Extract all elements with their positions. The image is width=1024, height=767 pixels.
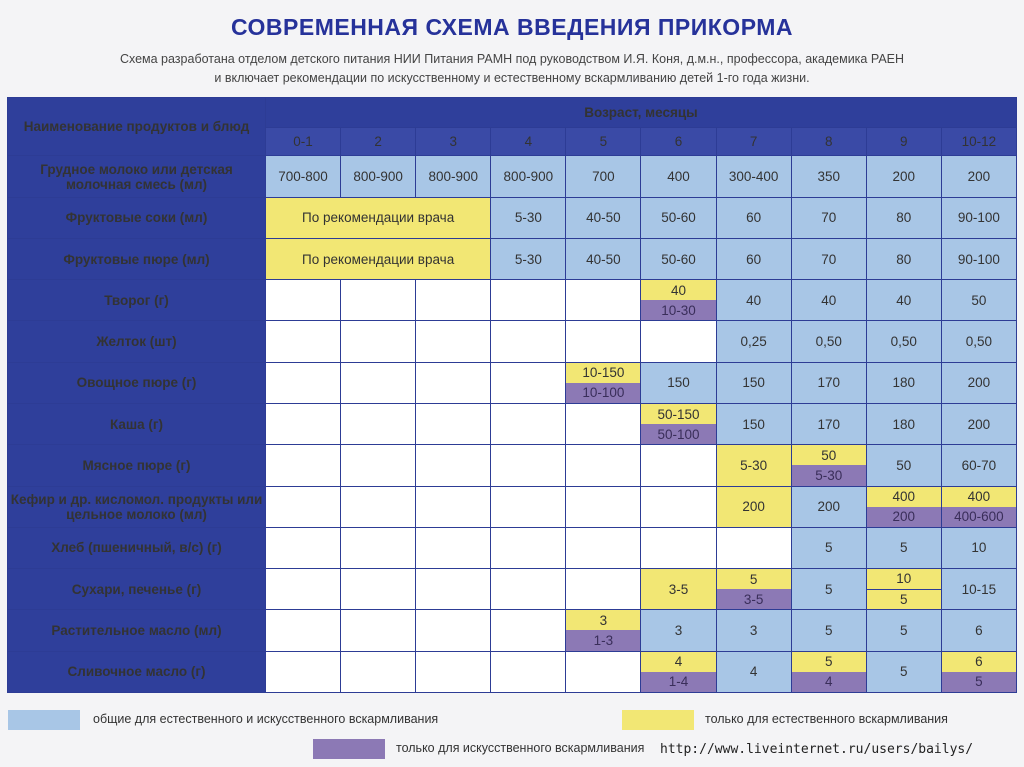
value-cell: 50-60	[641, 238, 716, 279]
legend-swatch-common	[8, 710, 80, 730]
value-cell: 200	[716, 486, 791, 527]
value-cell: 700	[566, 156, 641, 197]
natural-value: 40	[641, 280, 715, 300]
value-cell: 700-800	[266, 156, 341, 197]
value-cell: 70	[791, 238, 866, 279]
empty-cell	[266, 403, 341, 444]
natural-value: 5	[792, 652, 866, 672]
empty-cell	[266, 362, 341, 403]
table-row	[8, 156, 1017, 197]
empty-cell	[416, 651, 491, 692]
value-cell: 800-900	[491, 156, 566, 197]
natural-value: 6	[942, 652, 1016, 672]
value-cell: 350	[791, 156, 866, 197]
value-cell: 800-900	[341, 156, 416, 197]
empty-cell	[416, 527, 491, 568]
natural-value: 50-150	[641, 404, 715, 424]
header-product-name: Наименование продуктов и блюд	[8, 98, 266, 156]
legend-text-common: общие для естественного и искусственного вскармливания	[93, 712, 439, 726]
empty-cell	[566, 280, 641, 321]
empty-cell	[341, 610, 416, 651]
empty-cell	[341, 445, 416, 486]
empty-cell	[641, 321, 716, 362]
value-cell: 150	[716, 362, 791, 403]
empty-cell	[566, 403, 641, 444]
natural-value: 4	[641, 652, 715, 672]
empty-cell	[491, 321, 566, 362]
table-row	[8, 569, 1017, 610]
row-label: Каша (г)	[8, 403, 266, 444]
header-month-5: 6	[641, 128, 716, 156]
natural-value: 50	[792, 445, 866, 465]
split-cell	[791, 651, 866, 692]
value-cell: 200	[941, 362, 1016, 403]
empty-cell	[566, 321, 641, 362]
empty-cell	[416, 486, 491, 527]
header-month-2: 3	[416, 128, 491, 156]
empty-cell	[341, 321, 416, 362]
empty-cell	[416, 445, 491, 486]
value-cell: 200	[866, 156, 941, 197]
value-cell: 60-70	[941, 445, 1016, 486]
value-cell: 0,50	[941, 321, 1016, 362]
split-cell	[866, 486, 941, 527]
split-cell	[641, 280, 716, 321]
header-age-group: Возраст, месяцы	[266, 98, 1017, 128]
table-row	[8, 280, 1017, 321]
empty-cell	[266, 321, 341, 362]
value-cell: 170	[791, 403, 866, 444]
value-cell: 5	[791, 569, 866, 610]
table-row	[8, 610, 1017, 651]
table-row	[8, 321, 1017, 362]
value-cell: По рекомендации врача	[266, 238, 491, 279]
feeding-schedule-table	[7, 97, 1017, 693]
value-cell: 40-50	[566, 197, 641, 238]
empty-cell	[416, 610, 491, 651]
artificial-value: 3-5	[717, 589, 791, 609]
empty-cell	[416, 321, 491, 362]
empty-cell	[491, 610, 566, 651]
value-cell: 50	[866, 445, 941, 486]
row-label: Фруктовые пюре (мл)	[8, 238, 266, 279]
value-cell: 40	[791, 280, 866, 321]
row-label: Хлеб (пшеничный, в/с) (г)	[8, 527, 266, 568]
header-month-7: 8	[791, 128, 866, 156]
natural-value: 3	[566, 610, 640, 630]
natural-value: 400	[942, 487, 1016, 507]
artificial-value: 5-30	[792, 465, 866, 485]
empty-cell	[266, 651, 341, 692]
empty-cell	[491, 280, 566, 321]
natural-value: 400	[867, 487, 941, 507]
value-cell: 10-15	[941, 569, 1016, 610]
value-cell: 150	[716, 403, 791, 444]
artificial-value: 10-100	[566, 383, 640, 403]
value-cell: 50	[941, 280, 1016, 321]
empty-cell	[266, 445, 341, 486]
table-row	[8, 362, 1017, 403]
value-cell: 3-5	[641, 569, 716, 610]
value-cell: 4	[716, 651, 791, 692]
legend-swatch-natural	[622, 710, 694, 730]
empty-cell	[341, 651, 416, 692]
empty-cell	[491, 403, 566, 444]
artificial-value: 10-30	[641, 300, 715, 320]
value-cell: 800-900	[416, 156, 491, 197]
value-cell: По рекомендации врача	[266, 197, 491, 238]
header-month-0: 0-1	[266, 128, 341, 156]
artificial-value: 1-4	[641, 672, 715, 692]
empty-cell	[266, 610, 341, 651]
empty-cell	[641, 486, 716, 527]
value-cell: 400	[641, 156, 716, 197]
artificial-value: 4	[792, 672, 866, 692]
natural-value: 5	[717, 569, 791, 589]
empty-cell	[491, 362, 566, 403]
value-cell: 180	[866, 362, 941, 403]
empty-cell	[641, 527, 716, 568]
split-cell	[566, 610, 641, 651]
empty-cell	[491, 486, 566, 527]
value-cell: 3	[716, 610, 791, 651]
empty-cell	[341, 403, 416, 444]
value-cell: 80	[866, 197, 941, 238]
value-cell: 50-60	[641, 197, 716, 238]
table-row	[8, 486, 1017, 527]
subtitle-line-2: и включает рекомендации по искусственному и естественному вскармливанию детей 1-го года жизни.	[214, 71, 810, 85]
empty-cell	[266, 486, 341, 527]
empty-cell	[266, 280, 341, 321]
empty-cell	[491, 527, 566, 568]
split-cell	[641, 403, 716, 444]
value-cell: 70	[791, 197, 866, 238]
source-url-watermark: http://www.liveinternet.ru/users/bailys/	[660, 742, 974, 757]
empty-cell	[341, 362, 416, 403]
row-label: Творог (г)	[8, 280, 266, 321]
value-cell: 60	[716, 197, 791, 238]
value-cell: 5-30	[716, 445, 791, 486]
value-cell: 5	[866, 610, 941, 651]
value-cell: 10	[941, 527, 1016, 568]
subtitle	[0, 50, 1024, 88]
value-cell: 300-400	[716, 156, 791, 197]
empty-cell	[566, 486, 641, 527]
header-month-9: 10-12	[941, 128, 1016, 156]
empty-cell	[491, 445, 566, 486]
value-cell: 170	[791, 362, 866, 403]
empty-cell	[266, 527, 341, 568]
split-cell	[716, 569, 791, 610]
header-month-8: 9	[866, 128, 941, 156]
value-cell: 5	[791, 610, 866, 651]
artificial-value: 400-600	[942, 507, 1016, 527]
empty-cell	[566, 445, 641, 486]
row-label: Фруктовые соки (мл)	[8, 197, 266, 238]
value-cell: 0,50	[866, 321, 941, 362]
value-cell: 90-100	[941, 238, 1016, 279]
empty-cell	[491, 569, 566, 610]
empty-cell	[266, 569, 341, 610]
empty-cell	[716, 527, 791, 568]
value-cell: 200	[941, 156, 1016, 197]
row-label: Овощное пюре (г)	[8, 362, 266, 403]
header-month-4: 5	[566, 128, 641, 156]
value-cell: 5-30	[491, 238, 566, 279]
value-cell: 0,50	[791, 321, 866, 362]
split-cell	[566, 362, 641, 403]
natural-value: 10	[867, 569, 941, 589]
row-label: Сухари, печенье (г)	[8, 569, 266, 610]
split-cell	[866, 569, 941, 610]
value-cell: 5	[791, 527, 866, 568]
header-month-1: 2	[341, 128, 416, 156]
empty-cell	[341, 280, 416, 321]
empty-cell	[416, 403, 491, 444]
artificial-value: 50-100	[641, 424, 715, 444]
artificial-value: 200	[867, 507, 941, 527]
empty-cell	[416, 280, 491, 321]
table-row	[8, 403, 1017, 444]
row-label: Сливочное масло (г)	[8, 651, 266, 692]
value-cell: 5	[866, 651, 941, 692]
row-label: Грудное молоко или детская молочная смесь (мл)	[8, 156, 266, 197]
value-cell: 80	[866, 238, 941, 279]
page-title: СОВРЕМЕННАЯ СХЕМА ВВЕДЕНИЯ ПРИКОРМА	[230, 14, 794, 40]
empty-cell	[641, 445, 716, 486]
value-cell: 5	[866, 527, 941, 568]
split-cell	[941, 651, 1016, 692]
table-row	[8, 197, 1017, 238]
value-cell: 90-100	[941, 197, 1016, 238]
empty-cell	[566, 527, 641, 568]
empty-cell	[566, 569, 641, 610]
value-cell: 40-50	[566, 238, 641, 279]
legend-text-artificial: только для искусственного вскармливания	[396, 741, 645, 755]
value-cell: 3	[641, 610, 716, 651]
split-cell	[641, 651, 716, 692]
row-label: Растительное масло (мл)	[8, 610, 266, 651]
artificial-value: 1-3	[566, 630, 640, 650]
empty-cell	[341, 527, 416, 568]
empty-cell	[416, 362, 491, 403]
table-row	[8, 445, 1017, 486]
row-label: Кефир и др. кисломол. продукты или цельное молоко (мл)	[8, 486, 266, 527]
table-row	[8, 651, 1017, 692]
value-cell: 6	[941, 610, 1016, 651]
legend-text-natural: только для естественного вскармливания	[705, 712, 948, 726]
artificial-value: 5	[942, 672, 1016, 692]
natural-value: 10-150	[566, 363, 640, 383]
split-cell	[941, 486, 1016, 527]
empty-cell	[416, 569, 491, 610]
value-cell: 200	[791, 486, 866, 527]
table-row	[8, 527, 1017, 568]
header-month-3: 4	[491, 128, 566, 156]
value-cell: 40	[866, 280, 941, 321]
value-cell: 150	[641, 362, 716, 403]
legend-swatch-artificial	[313, 739, 385, 759]
row-label: Мясное пюре (г)	[8, 445, 266, 486]
empty-cell	[341, 486, 416, 527]
value-cell: 200	[941, 403, 1016, 444]
empty-cell	[566, 651, 641, 692]
split-cell	[791, 445, 866, 486]
value-cell: 60	[716, 238, 791, 279]
value-cell: 0,25	[716, 321, 791, 362]
value-cell: 5-30	[491, 197, 566, 238]
empty-cell	[491, 651, 566, 692]
subtitle-line-1: Схема разработана отделом детского питания НИИ Питания РАМН под руководством И.Я. Коня, д.м.н., профессора, академика РАЕН	[119, 52, 905, 66]
value-cell: 40	[716, 280, 791, 321]
header-month-6: 7	[716, 128, 791, 156]
empty-cell	[341, 569, 416, 610]
table-row	[8, 238, 1017, 279]
natural-value-alt: 5	[867, 589, 941, 610]
value-cell: 180	[866, 403, 941, 444]
row-label: Желток (шт)	[8, 321, 266, 362]
